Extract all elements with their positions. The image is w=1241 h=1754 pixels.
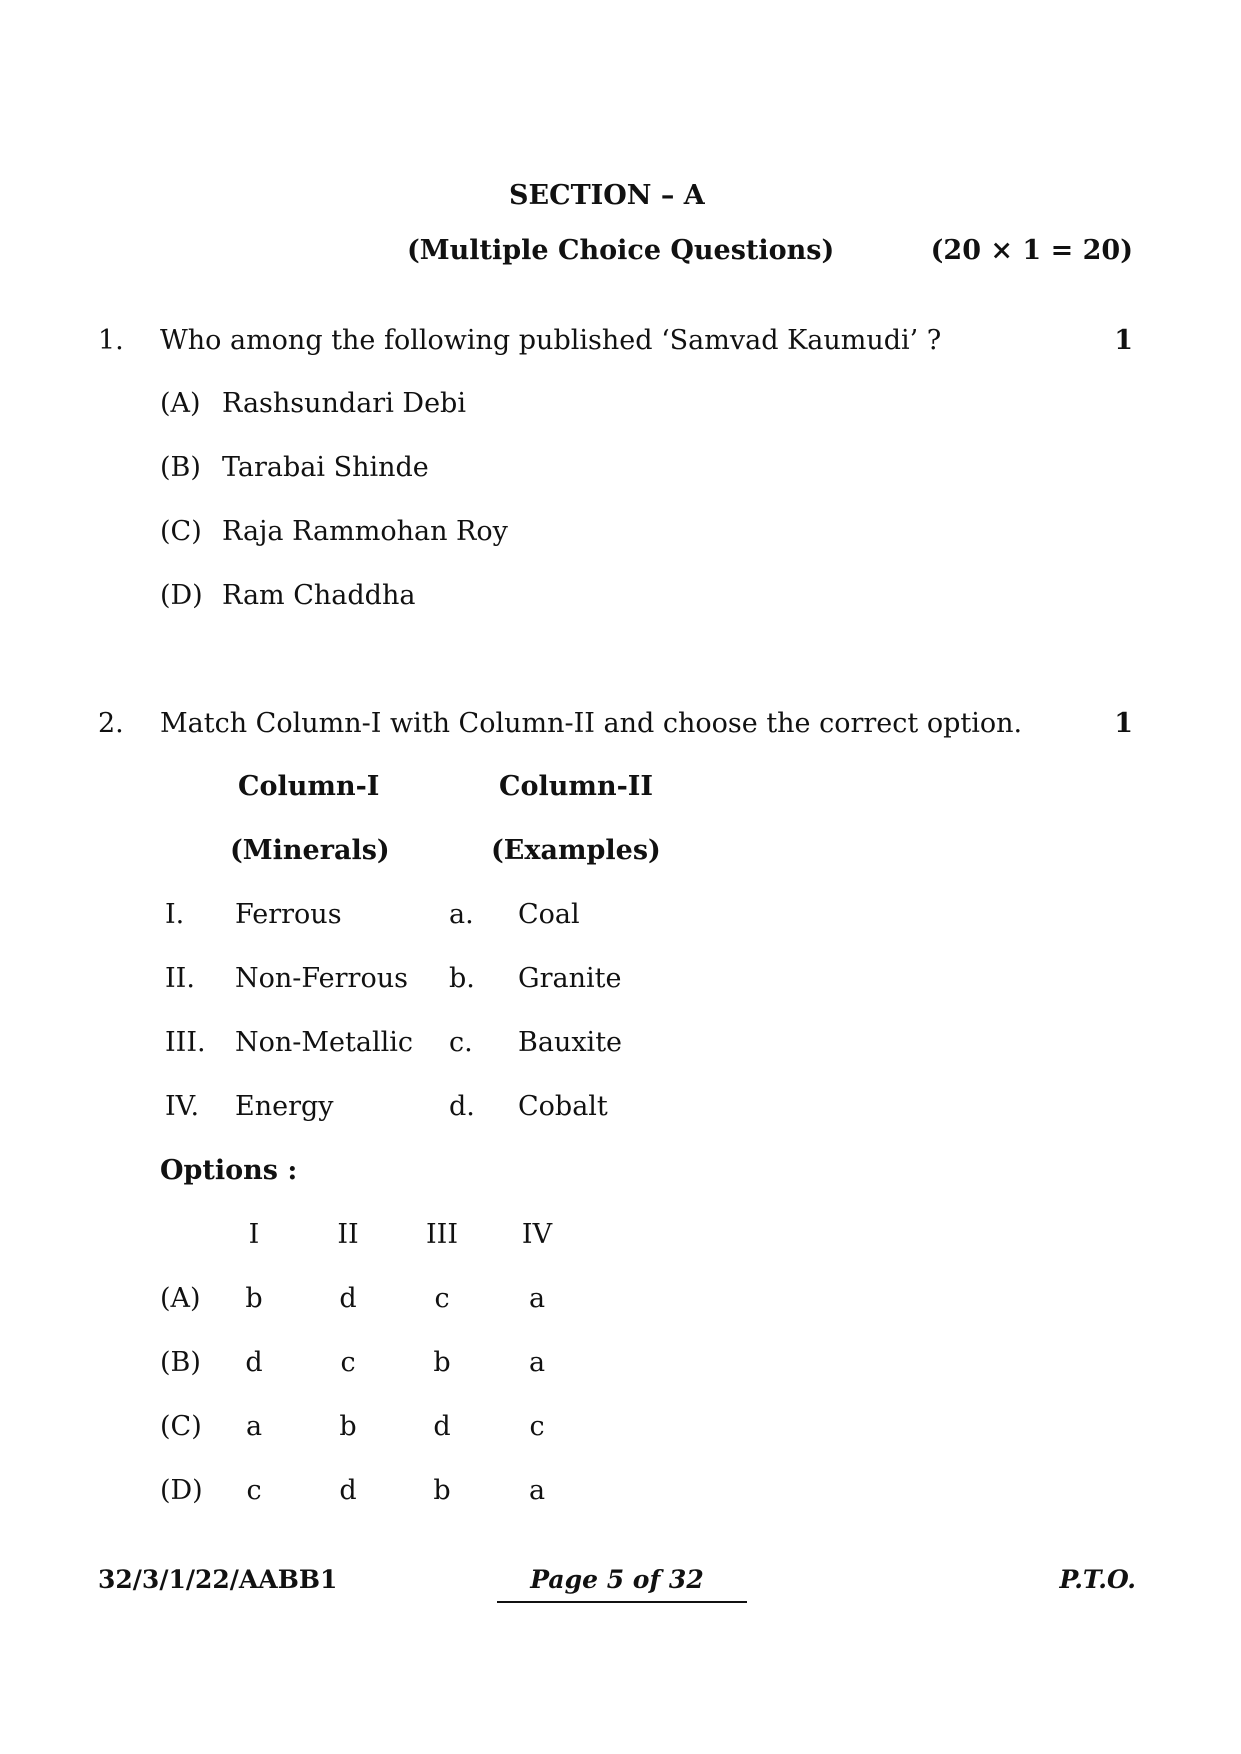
question-2-text: Match Column-I with Column-II and choose the correct option.: [160, 708, 1023, 739]
section-marks: (20 × 1 = 20): [930, 235, 1133, 266]
q2-option-a-label: (A): [160, 1283, 201, 1314]
match-row-3-roman: III.: [165, 1027, 206, 1058]
q2-option-b-label: (B): [160, 1347, 201, 1378]
match-row-1-item: Ferrous: [235, 899, 342, 930]
match-row-2-roman: II.: [165, 963, 195, 994]
match-row-4-letter: d.: [449, 1091, 475, 1122]
match-row-2-example: Granite: [518, 963, 622, 994]
q2-option-a-iv: a: [528, 1283, 546, 1314]
question-1-marks: 1: [1114, 325, 1133, 356]
question-2-number: 2.: [98, 708, 124, 739]
q1-option-c-text: Raja Rammohan Roy: [222, 516, 508, 547]
options-header-iii: III: [426, 1219, 458, 1250]
pto-label: P.T.O.: [1059, 1565, 1136, 1594]
question-1-text: Who among the following published ‘Samvad Kaumudi’ ?: [160, 325, 942, 356]
match-row-4-roman: IV.: [165, 1091, 200, 1122]
q1-option-a-label: (A): [160, 388, 201, 419]
q2-option-d-ii: d: [339, 1475, 357, 1506]
page-number-underline: [497, 1601, 747, 1603]
q2-option-d-label: (D): [160, 1475, 203, 1506]
q2-option-c-iii: d: [433, 1411, 451, 1442]
q2-option-d-i: c: [246, 1475, 262, 1506]
q2-option-b-iv: a: [528, 1347, 546, 1378]
q2-option-a-i: b: [245, 1283, 263, 1314]
match-row-4-example: Cobalt: [518, 1091, 608, 1122]
match-row-3-letter: c.: [449, 1027, 473, 1058]
match-row-1-example: Coal: [518, 899, 580, 930]
match-row-3-example: Bauxite: [518, 1027, 623, 1058]
q2-option-d-iii: b: [433, 1475, 451, 1506]
options-label: Options :: [160, 1155, 298, 1186]
question-1-number: 1.: [98, 325, 124, 356]
page-number: Page 5 of 32: [530, 1565, 704, 1594]
section-subtitle: (Multiple Choice Questions): [407, 235, 835, 266]
options-header-iv: IV: [521, 1219, 553, 1250]
q2-option-b-ii: c: [340, 1347, 356, 1378]
column-2-subheader: (Examples): [491, 835, 661, 866]
options-header-ii: II: [337, 1219, 359, 1250]
q1-option-d-text: Ram Chaddha: [222, 580, 416, 611]
q2-option-b-iii: b: [433, 1347, 451, 1378]
section-title: SECTION – A: [509, 180, 705, 211]
options-header-i: I: [248, 1219, 260, 1250]
q1-option-d-label: (D): [160, 580, 203, 611]
q2-option-c-i: a: [245, 1411, 263, 1442]
column-2-header: Column-II: [499, 771, 654, 802]
q1-option-b-text: Tarabai Shinde: [222, 452, 429, 483]
column-1-subheader: (Minerals): [230, 835, 390, 866]
q2-option-c-label: (C): [160, 1411, 202, 1442]
match-row-1-letter: a.: [449, 899, 474, 930]
q2-option-a-ii: d: [339, 1283, 357, 1314]
q2-option-c-ii: b: [339, 1411, 357, 1442]
column-1-header: Column-I: [238, 771, 380, 802]
q2-option-d-iv: a: [528, 1475, 546, 1506]
q2-option-c-iv: c: [529, 1411, 545, 1442]
question-2-marks: 1: [1114, 708, 1133, 739]
q1-option-c-label: (C): [160, 516, 202, 547]
q2-option-b-i: d: [245, 1347, 263, 1378]
paper-code: 32/3/1/22/AABB1: [98, 1565, 338, 1594]
match-row-2-item: Non-Ferrous: [235, 963, 408, 994]
match-row-3-item: Non-Metallic: [235, 1027, 413, 1058]
q2-option-a-iii: c: [434, 1283, 450, 1314]
q1-option-b-label: (B): [160, 452, 201, 483]
q1-option-a-text: Rashsundari Debi: [222, 388, 466, 419]
match-row-4-item: Energy: [235, 1091, 334, 1122]
match-row-2-letter: b.: [449, 963, 475, 994]
match-row-1-roman: I.: [165, 899, 185, 930]
